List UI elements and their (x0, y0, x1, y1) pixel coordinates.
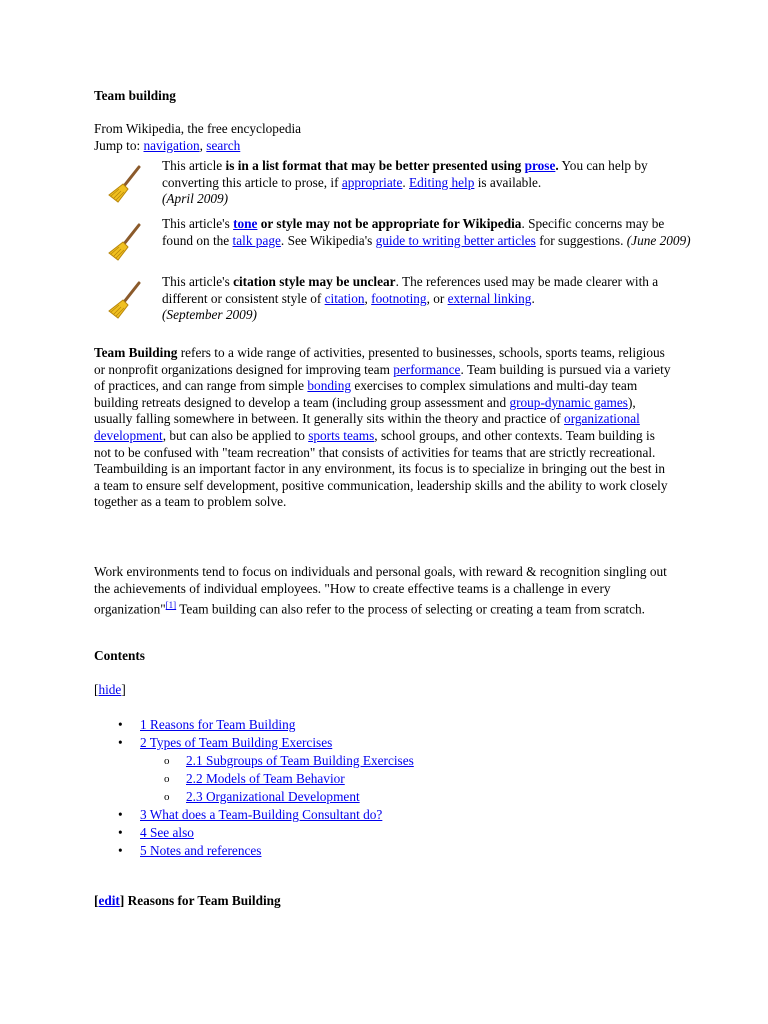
toc-link[interactable]: 1 Reasons for Team Building (140, 717, 296, 732)
tone-link[interactable]: tone (233, 216, 258, 231)
notice-text (162, 158, 692, 208)
hide-link[interactable]: hide (98, 682, 122, 697)
notice-text-part: , or (426, 290, 448, 306)
toc-item (94, 806, 414, 824)
paragraph-text: refers to a wide range of activities, presented to businesses, schools, sports teams, religious or nonprofit organizations designed for improving team (94, 345, 665, 377)
notice-text-part: for suggestions. (535, 232, 627, 248)
toc-item (94, 734, 414, 752)
bullet: • (118, 807, 123, 822)
toc-item (94, 842, 414, 860)
bracket: [ (94, 682, 99, 697)
notice-text-part: . (531, 290, 535, 306)
toc-link[interactable]: 5 Notes and references (140, 843, 262, 858)
talk-page-link[interactable]: talk page (232, 232, 281, 248)
jump-navigation-link[interactable]: navigation (143, 138, 200, 153)
external-linking-link[interactable]: external linking (447, 290, 532, 306)
notice-text-part: . The references used may be made clearer with a different or consistent style of (162, 274, 659, 306)
notice-date: (April 2009) (162, 191, 229, 207)
notice-text-part: This article's (162, 216, 234, 231)
paragraph-text: . Team building is pursued via a variety of practices, and can range from simple (94, 361, 671, 394)
notice-text-part: You can help by converting this article to prose, if (162, 158, 648, 190)
footnoting-link[interactable]: footnoting (371, 290, 427, 306)
bullet: • (118, 735, 123, 750)
jump-to-line (94, 138, 240, 155)
toc-link[interactable]: 2 Types of Team Building Exercises (140, 735, 333, 750)
organizational-development-link[interactable]: organizational development (94, 411, 640, 443)
toc-link[interactable]: 2.1 Subgroups of Team Building Exercises (186, 753, 414, 768)
paragraph-text: Team building can also refer to the process of selecting or creating a team from scratch. (176, 601, 645, 617)
toc-subitem (94, 788, 414, 806)
paragraph-text: Work environments tend to focus on individuals and personal goals, with reward & recognition singling out the achievements of individual employees. "How to create effective teams is a challenge in every organization" (94, 564, 667, 617)
paragraph-bold-term: Team Building (94, 345, 178, 360)
edit-section-link[interactable]: edit (98, 893, 120, 908)
editing-help-link[interactable]: Editing help (409, 174, 475, 190)
intro-paragraph (94, 345, 674, 511)
cleanup-notice-list-format (94, 158, 692, 212)
bullet: o (164, 755, 170, 767)
notice-date: (September 2009) (162, 307, 257, 323)
toc-link[interactable]: 4 See also (140, 825, 194, 840)
work-environment-paragraph (94, 564, 674, 618)
section-heading-text: Reasons for Team Building (124, 893, 281, 908)
group-dynamic-games-link[interactable]: group-dynamic games (509, 394, 628, 410)
notice-bold-part: . (555, 158, 559, 173)
bullet: o (164, 791, 170, 803)
table-of-contents (94, 716, 414, 860)
bracket: ] (121, 682, 126, 697)
page-title: Team building (94, 88, 176, 103)
section-heading-reasons (94, 893, 281, 910)
prose-link[interactable]: prose (524, 158, 556, 173)
jump-search-link[interactable]: search (206, 138, 241, 153)
notice-text-part: This article's (162, 274, 234, 289)
bonding-link[interactable]: bonding (307, 378, 351, 394)
toc-subitem (94, 770, 414, 788)
paragraph-text: , school groups, and other contexts. Team building is not to be confused with "team recreation" that consists of activities for teams that are strictly recreational. Teambuilding is an important factor in any environment, its focus is to specialize in bringing out the best in a team to ensure self development, positive communication, leadership skills and the ability to work closely together as a team to problem solve. (94, 427, 668, 510)
toc-link[interactable]: 2.3 Organizational Development (186, 789, 360, 804)
notice-bold-part: citation style may be unclear (233, 274, 396, 289)
paragraph-text: ), usually falling somewhere in between. It generally sits within the theory and practice of (94, 394, 636, 427)
broom-icon (106, 222, 146, 262)
reference-1-link[interactable]: [1] (165, 600, 177, 611)
sports-teams-link[interactable]: sports teams (308, 427, 375, 443)
contents-hide-toggle (94, 682, 126, 699)
notice-text-part: This article (162, 158, 226, 173)
appropriate-link[interactable]: appropriate (341, 174, 403, 190)
paragraph-text: exercises to complex simulations and multi-day team building retreats designed to develop a team (including group assessment and (94, 378, 638, 410)
toc-link[interactable]: 2.2 Models of Team Behavior (186, 771, 345, 786)
toc-subitem (94, 752, 414, 770)
cleanup-notice-tone (94, 216, 692, 270)
notice-bold-part: is in a list format that may be better presented using (225, 158, 525, 173)
writing-guide-link[interactable]: guide to writing better articles (375, 232, 536, 248)
broom-icon (106, 164, 146, 204)
jump-separator: , (199, 138, 207, 153)
bullet: o (164, 773, 170, 785)
notice-text-part: . See Wikipedia's (280, 232, 376, 248)
notice-text-part: . Specific concerns may be found on the (162, 216, 665, 248)
contents-heading: Contents (94, 648, 145, 663)
bullet: • (118, 843, 123, 858)
bullet: • (118, 717, 123, 732)
bracket: [ (94, 893, 99, 908)
notice-bold-part: or style may not be appropriate for Wikipedia (257, 216, 522, 231)
paragraph-text: , but can also be applied to (162, 427, 309, 443)
toc-item (94, 716, 414, 734)
toc-link[interactable]: 3 What does a Team-Building Consultant do? (140, 807, 383, 822)
citation-link[interactable]: citation (324, 290, 365, 306)
toc-item (94, 824, 414, 842)
bracket: ] (119, 893, 125, 908)
jump-prefix: Jump to: (94, 138, 144, 153)
notice-text (162, 274, 692, 324)
notice-text (162, 216, 692, 249)
performance-link[interactable]: performance (393, 361, 461, 377)
notice-date: (June 2009) (626, 232, 691, 248)
cleanup-notice-citation (94, 274, 692, 328)
site-subtitle: From Wikipedia, the free encyclopedia (94, 121, 302, 136)
broom-icon (106, 280, 146, 320)
notice-text-part: is available. (474, 174, 542, 190)
notice-text-part: . (402, 174, 410, 190)
notice-text-part: , (364, 290, 372, 306)
bullet: • (118, 825, 123, 840)
